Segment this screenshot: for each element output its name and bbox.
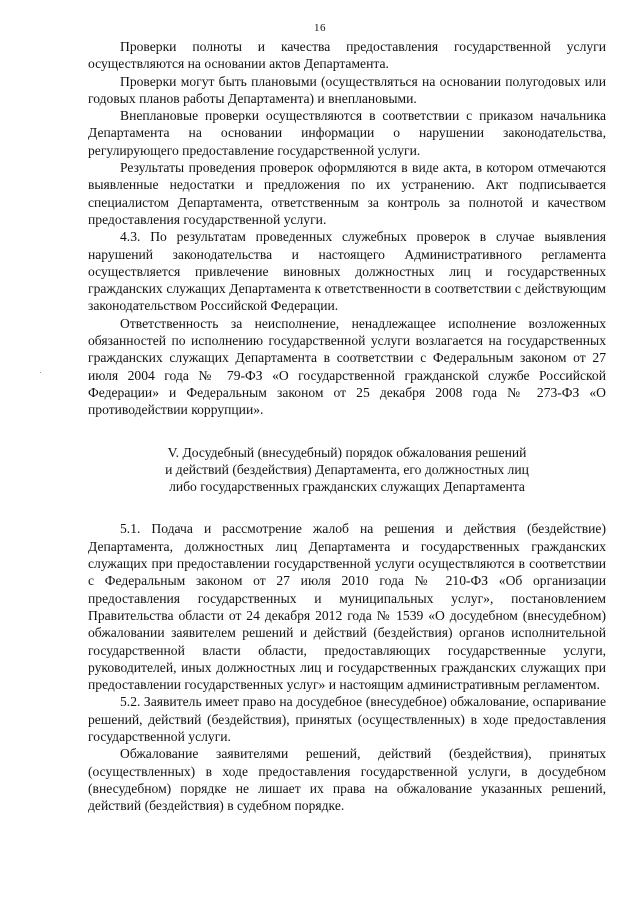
page-number: 16: [314, 22, 326, 34]
paragraph: 5.2. Заявитель имеет право на досудебное (внесудебное) обжалование, оспаривание решений, действий (бездействия), принятых (осуществленных) в ходе предоставления государственной услуги.: [88, 694, 606, 744]
paragraph: Результаты проведения проверок оформляются в виде акта, в котором отмечаются выявленные недостатки и предложения по их устранению. Акт подписывается специалистом Департамента, ответственным за контроль за полнотой и качеством предоставления государственной услуги.: [88, 160, 606, 227]
paragraph: Обжалование заявителями решений, действий (бездействия), принятых (осуществленных) в ходе предоставления государственной услуги, в досудебном (внесудебном) порядке не лишает их права на обжалование указанных решений, действий (бездействия) в судебном порядке.: [88, 746, 606, 814]
section-heading-line: либо государственных гражданских служащих Департамента: [169, 479, 525, 495]
section-heading: [88, 444, 606, 496]
paragraph: Ответственность за неисполнение, ненадлежащее исполнение возложенных обязанностей по исполнению государственной услуги возлагается на государственных гражданских служащих Департамента в соответствии с Федеральным законом от 27 июля 2004 года № 79-ФЗ «О государственной гражданской службе Российской Федерации» и Федеральным законом от 25 декабря 2008 года № 273-ФЗ «О противодействии коррупции».: [88, 315, 606, 418]
paragraph: 4.3. По результатам проведенных служебных проверок в случае выявления нарушений законодательства и настоящего Административного регламента осуществляется привлечение виновных должностных лиц и государственных гражданских служащих Департамента к ответственности в соответствии с действующим законодательством Российской Федерации.: [88, 229, 606, 314]
paragraph: Проверки могут быть плановыми (осуществляться на основании полугодовых или годовых планов работы Департамента) и внеплановыми.: [88, 73, 606, 106]
section-heading-line: V. Досудебный (внесудебный) порядок обжалования решений: [167, 444, 527, 460]
paragraph: Проверки полноты и качества предоставления государственной услуги осуществляются на основании актов Департамента.: [88, 39, 606, 72]
paragraph: 5.1. Подача и рассмотрение жалоб на решения и действия (бездействие) Департамента, должностных лиц Департамента и государственных гражданских служащих при предоставлении государственной услуги осуществляются в соответствии с Федеральным законом от 27 июля 2010 года № 210-ФЗ «Об организации предоставления государственных и муниципальных услуг», постановлением Правительства области от 24 декабря 2012 года № 1539 «О досудебном (внесудебном) обжаловании заявителем решений и действий (бездействия) органов исполнительной государственной власти области, предоставляющих государственные услуги, руководителей, иных должностных лиц и государственных гражданских служащих при предоставлении государственных услуг» и настоящим административным регламентом.: [88, 521, 606, 693]
scan-speck: [40, 372, 41, 373]
paragraph: Внеплановые проверки осуществляются в соответствии с приказом начальника Департамента на основании информации о нарушении законодательства, регулирующего предоставление государственной услуги.: [88, 108, 606, 158]
section-heading-line: и действий (бездействия) Департамента, его должностных лиц: [165, 461, 529, 477]
document-body: [88, 38, 606, 814]
